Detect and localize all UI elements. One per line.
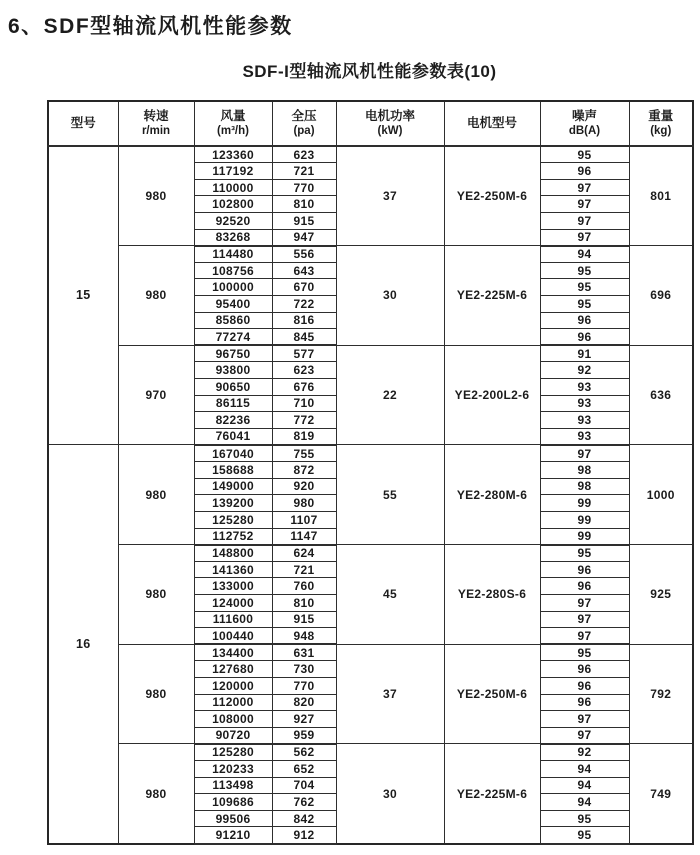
power-cell: 30 (336, 246, 444, 346)
pressure-cell: 704 (272, 777, 336, 794)
airflow-cell: 109686 (194, 794, 272, 811)
airflow-cell: 93800 (194, 362, 272, 379)
col-header-power (336, 101, 444, 146)
motor-cell: YE2-225M-6 (444, 246, 540, 346)
noise-cell: 92 (540, 744, 629, 761)
noise-cell: 96 (540, 578, 629, 595)
header-title: 噪声 (571, 108, 597, 123)
speed-cell: 980 (118, 246, 194, 346)
noise-cell: 95 (540, 262, 629, 279)
motor-cell: YE2-200L2-6 (444, 345, 540, 445)
noise-cell: 97 (540, 196, 629, 213)
airflow-cell: 141360 (194, 561, 272, 578)
noise-cell: 96 (540, 561, 629, 578)
header-title: 重量 (648, 108, 674, 123)
airflow-cell: 100000 (194, 279, 272, 296)
noise-cell: 98 (540, 478, 629, 495)
airflow-cell: 99506 (194, 810, 272, 827)
pressure-cell: 842 (272, 810, 336, 827)
power-cell: 55 (336, 445, 444, 545)
airflow-cell: 114480 (194, 246, 272, 263)
noise-cell: 93 (540, 428, 629, 445)
noise-cell: 95 (540, 295, 629, 312)
noise-cell: 95 (540, 279, 629, 296)
col-header-model (48, 101, 118, 146)
noise-cell: 97 (540, 445, 629, 462)
airflow-cell: 102800 (194, 196, 272, 213)
pressure-cell: 730 (272, 661, 336, 678)
noise-cell: 93 (540, 379, 629, 396)
pressure-cell: 959 (272, 727, 336, 744)
noise-cell: 94 (540, 794, 629, 811)
noise-cell: 97 (540, 212, 629, 229)
header-row (48, 101, 693, 146)
weight-cell: 801 (629, 146, 693, 246)
pressure-cell: 920 (272, 478, 336, 495)
noise-cell: 95 (540, 644, 629, 661)
airflow-cell: 127680 (194, 661, 272, 678)
airflow-cell: 123360 (194, 146, 272, 163)
motor-cell: YE2-280S-6 (444, 545, 540, 645)
pressure-cell: 755 (272, 445, 336, 462)
speed-cell: 980 (118, 744, 194, 844)
noise-cell: 97 (540, 628, 629, 645)
motor-cell: YE2-280M-6 (444, 445, 540, 545)
speed-cell: 980 (118, 545, 194, 645)
noise-cell: 95 (540, 545, 629, 562)
noise-cell: 96 (540, 312, 629, 329)
motor-cell: YE2-250M-6 (444, 644, 540, 744)
airflow-cell: 125280 (194, 511, 272, 528)
pressure-cell: 556 (272, 246, 336, 263)
airflow-cell: 133000 (194, 578, 272, 595)
airflow-cell: 90720 (194, 727, 272, 744)
col-header-airflow (194, 101, 272, 146)
noise-cell: 95 (540, 810, 629, 827)
fan-performance-table (47, 100, 694, 845)
airflow-cell: 110000 (194, 179, 272, 196)
pressure-cell: 652 (272, 761, 336, 778)
pressure-cell: 770 (272, 179, 336, 196)
weight-cell: 925 (629, 545, 693, 645)
header-unit: (pa) (293, 125, 315, 138)
power-cell: 37 (336, 146, 444, 246)
noise-cell: 92 (540, 362, 629, 379)
airflow-cell: 149000 (194, 478, 272, 495)
airflow-cell: 100440 (194, 628, 272, 645)
pressure-cell: 623 (272, 362, 336, 379)
table-row (48, 345, 693, 362)
table-row (48, 246, 693, 263)
header-unit: (kg) (650, 125, 672, 138)
pressure-cell: 577 (272, 345, 336, 362)
airflow-cell: 95400 (194, 295, 272, 312)
header-unit: (m³/h) (217, 125, 249, 138)
pressure-cell: 947 (272, 229, 336, 246)
model-cell: 16 (48, 445, 118, 844)
noise-cell: 94 (540, 246, 629, 263)
airflow-cell: 83268 (194, 229, 272, 246)
table-subtitle: SDF-I型轴流风机性能参数表(10) (242, 62, 497, 81)
pressure-cell: 980 (272, 495, 336, 512)
airflow-cell: 124000 (194, 594, 272, 611)
pressure-cell: 710 (272, 395, 336, 412)
weight-cell: 792 (629, 644, 693, 744)
header-unit: r/min (141, 125, 171, 138)
airflow-cell: 90650 (194, 379, 272, 396)
motor-cell: YE2-250M-6 (444, 146, 540, 246)
noise-cell: 98 (540, 462, 629, 479)
airflow-cell: 86115 (194, 395, 272, 412)
table-row (48, 445, 693, 462)
speed-cell: 980 (118, 146, 194, 246)
noise-cell: 97 (540, 229, 629, 246)
noise-cell: 91 (540, 345, 629, 362)
airflow-cell: 113498 (194, 777, 272, 794)
airflow-cell: 125280 (194, 744, 272, 761)
header-title: 电机功率 (364, 108, 415, 123)
noise-cell: 96 (540, 329, 629, 346)
pressure-cell: 722 (272, 295, 336, 312)
pressure-cell: 915 (272, 212, 336, 229)
page-title: 6、SDF型轴流风机性能参数 (8, 15, 293, 38)
airflow-cell: 85860 (194, 312, 272, 329)
table-row (48, 146, 693, 163)
pressure-cell: 927 (272, 711, 336, 728)
airflow-cell: 82236 (194, 412, 272, 429)
weight-cell: 749 (629, 744, 693, 844)
pressure-cell: 772 (272, 412, 336, 429)
weight-cell: 696 (629, 246, 693, 346)
col-header-motor (444, 101, 540, 146)
speed-cell: 980 (118, 445, 194, 545)
airflow-cell: 148800 (194, 545, 272, 562)
noise-cell: 95 (540, 827, 629, 844)
header-unit: (kW) (377, 125, 403, 138)
pressure-cell: 631 (272, 644, 336, 661)
pressure-cell: 562 (272, 744, 336, 761)
airflow-cell: 139200 (194, 495, 272, 512)
power-cell: 22 (336, 345, 444, 445)
noise-cell: 97 (540, 727, 629, 744)
pressure-cell: 948 (272, 628, 336, 645)
col-header-weight (629, 101, 693, 146)
noise-cell: 95 (540, 146, 629, 163)
airflow-cell: 92520 (194, 212, 272, 229)
noise-cell: 93 (540, 412, 629, 429)
header-title: 全压 (291, 108, 317, 123)
airflow-cell: 134400 (194, 644, 272, 661)
col-header-noise (540, 101, 629, 146)
pressure-cell: 820 (272, 694, 336, 711)
table-row (48, 644, 693, 661)
airflow-cell: 108756 (194, 262, 272, 279)
airflow-cell: 120000 (194, 678, 272, 695)
pressure-cell: 721 (272, 561, 336, 578)
pressure-cell: 819 (272, 428, 336, 445)
pressure-cell: 770 (272, 678, 336, 695)
pressure-cell: 845 (272, 329, 336, 346)
header-title: 型号 (70, 116, 96, 131)
header-title: 风量 (220, 108, 246, 123)
airflow-cell: 76041 (194, 428, 272, 445)
noise-cell: 99 (540, 528, 629, 545)
header-unit: dB(A) (568, 125, 601, 138)
col-header-pressure (272, 101, 336, 146)
weight-cell: 636 (629, 345, 693, 445)
pressure-cell: 762 (272, 794, 336, 811)
airflow-cell: 167040 (194, 445, 272, 462)
noise-cell: 97 (540, 179, 629, 196)
noise-cell: 94 (540, 761, 629, 778)
pressure-cell: 872 (272, 462, 336, 479)
model-cell: 15 (48, 146, 118, 445)
power-cell: 37 (336, 644, 444, 744)
airflow-cell: 112000 (194, 694, 272, 711)
noise-cell: 96 (540, 694, 629, 711)
pressure-cell: 912 (272, 827, 336, 844)
noise-cell: 94 (540, 777, 629, 794)
noise-cell: 96 (540, 163, 629, 180)
pressure-cell: 915 (272, 611, 336, 628)
noise-cell: 99 (540, 511, 629, 528)
pressure-cell: 670 (272, 279, 336, 296)
pressure-cell: 623 (272, 146, 336, 163)
noise-cell: 93 (540, 395, 629, 412)
noise-cell: 96 (540, 678, 629, 695)
airflow-cell: 111600 (194, 611, 272, 628)
airflow-cell: 112752 (194, 528, 272, 545)
noise-cell: 97 (540, 711, 629, 728)
noise-cell: 97 (540, 611, 629, 628)
header-title: 转速 (143, 108, 169, 123)
noise-cell: 99 (540, 495, 629, 512)
weight-cell: 1000 (629, 445, 693, 545)
airflow-cell: 158688 (194, 462, 272, 479)
speed-cell: 980 (118, 644, 194, 744)
pressure-cell: 643 (272, 262, 336, 279)
noise-cell: 96 (540, 661, 629, 678)
pressure-cell: 816 (272, 312, 336, 329)
speed-cell: 970 (118, 345, 194, 445)
pressure-cell: 810 (272, 594, 336, 611)
airflow-cell: 120233 (194, 761, 272, 778)
col-header-speed (118, 101, 194, 146)
airflow-cell: 117192 (194, 163, 272, 180)
pressure-cell: 810 (272, 196, 336, 213)
power-cell: 45 (336, 545, 444, 645)
header-title: 电机型号 (466, 116, 517, 131)
airflow-cell: 96750 (194, 345, 272, 362)
pressure-cell: 760 (272, 578, 336, 595)
pressure-cell: 721 (272, 163, 336, 180)
airflow-cell: 108000 (194, 711, 272, 728)
airflow-cell: 77274 (194, 329, 272, 346)
pressure-cell: 676 (272, 379, 336, 396)
airflow-cell: 91210 (194, 827, 272, 844)
motor-cell: YE2-225M-6 (444, 744, 540, 844)
pressure-cell: 624 (272, 545, 336, 562)
power-cell: 30 (336, 744, 444, 844)
table-row (48, 744, 693, 761)
table-row (48, 545, 693, 562)
pressure-cell: 1147 (272, 528, 336, 545)
noise-cell: 97 (540, 594, 629, 611)
pressure-cell: 1107 (272, 511, 336, 528)
